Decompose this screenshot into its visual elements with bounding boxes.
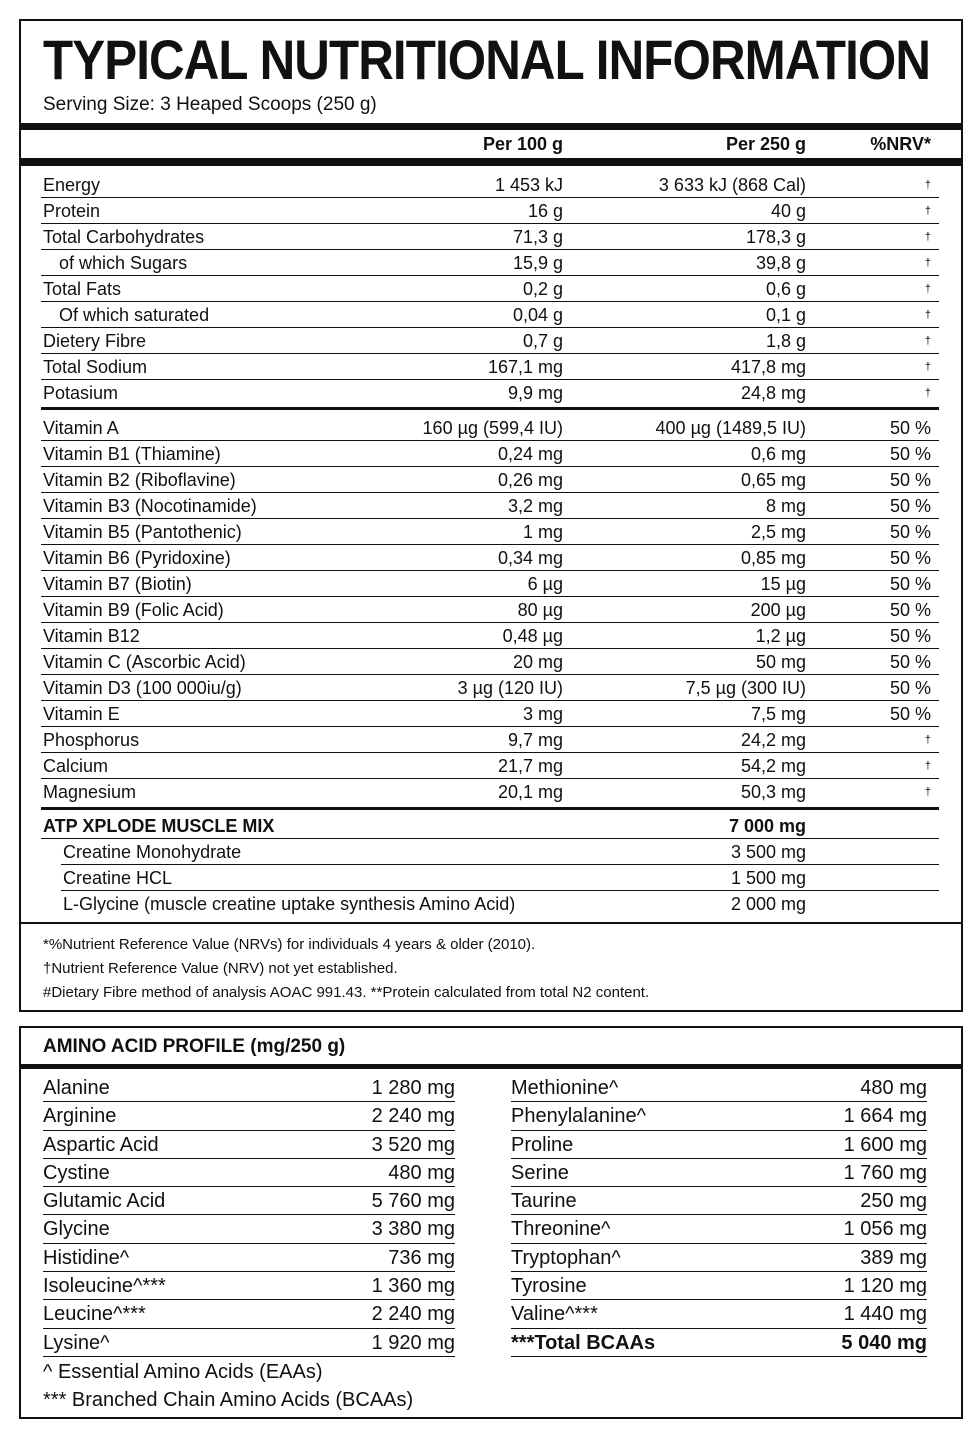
amino-name: Methionine^ <box>511 1077 619 1099</box>
amino-value: 5 760 mg <box>371 1190 455 1213</box>
value-per250: 3 633 kJ (868 Cal) <box>658 175 806 195</box>
value-per250: 0,65 mg <box>740 470 806 490</box>
table-row <box>21 415 961 441</box>
value-per250: 50,3 mg <box>740 782 806 802</box>
value-per250: 8 mg <box>765 496 806 516</box>
amino-value: 1 360 mg <box>371 1275 455 1298</box>
nutrient-name: of which Sugars <box>59 253 188 273</box>
nutrient-name: Vitamin B1 (Thiamine) <box>43 444 221 464</box>
value-per100: 3,2 mg <box>507 496 563 516</box>
amino-value: 389 mg <box>860 1246 927 1269</box>
table-row <box>21 250 961 276</box>
amino-acid-panel <box>19 1026 963 1419</box>
value-per250: 24,2 mg <box>740 730 806 750</box>
amino-row <box>43 1329 455 1357</box>
nutrient-name: Vitamin C (Ascorbic Acid) <box>43 652 246 672</box>
value-per100: 0,34 mg <box>497 548 563 568</box>
value-nrv: 50 % <box>889 678 931 698</box>
value-per100: 80 µg <box>517 600 563 620</box>
amino-name: Lysine^ <box>43 1331 110 1354</box>
value-per100: 0,04 g <box>512 305 563 325</box>
muscle-mix-total: 7 000 mg <box>728 816 806 836</box>
value-per100: 160 µg (599,4 IU) <box>422 418 563 438</box>
amino-row <box>511 1215 927 1243</box>
value-per250: 15 µg <box>760 574 806 594</box>
table-row <box>21 891 961 917</box>
amino-value: 1 664 mg <box>843 1105 927 1128</box>
value-per100: 1 mg <box>522 522 563 542</box>
column-header-row <box>21 131 961 157</box>
amino-row <box>511 1187 927 1215</box>
amino-column-left <box>43 1074 455 1357</box>
amino-name: Isoleucine^*** <box>43 1275 166 1298</box>
divider-medium <box>41 407 939 410</box>
amino-value: 5 040 mg <box>841 1331 927 1354</box>
value-per100: 20 mg <box>512 652 563 672</box>
value-per250: 7,5 µg (300 IU) <box>685 678 806 698</box>
amino-row <box>511 1074 927 1102</box>
value-nrv: 50 % <box>889 418 931 438</box>
value-per100: 20,1 mg <box>497 782 563 802</box>
amino-row <box>511 1102 927 1130</box>
amino-name: Cystine <box>43 1161 110 1184</box>
amino-row <box>511 1272 927 1300</box>
amino-value: 1 760 mg <box>843 1161 927 1184</box>
amino-row <box>43 1187 455 1215</box>
nutrient-name: Dietery Fibre <box>43 331 147 351</box>
nutrient-name: Vitamin B7 (Biotin) <box>43 574 192 594</box>
amino-value: 1 056 mg <box>843 1218 927 1241</box>
table-row <box>21 597 961 623</box>
ingredient-name: Creatine HCL <box>63 868 173 888</box>
amino-name: ***Total BCAAs <box>511 1331 656 1354</box>
amino-name: Proline <box>511 1133 574 1156</box>
value-per100: 0,26 mg <box>497 470 563 490</box>
amino-row <box>43 1272 455 1300</box>
table-row <box>21 302 961 328</box>
value-per100: 15,9 g <box>512 253 563 273</box>
value-per250: 1,2 µg <box>755 626 806 646</box>
amino-row <box>511 1329 927 1357</box>
value-nrv: 50 % <box>889 470 931 490</box>
value-nrv: 50 % <box>889 444 931 464</box>
ingredient-value: 2 000 mg <box>730 894 806 914</box>
table-row <box>21 224 961 250</box>
amino-name: Tyrosine <box>511 1275 587 1298</box>
amino-row <box>43 1244 455 1272</box>
amino-name: Threonine^ <box>511 1218 611 1241</box>
value-per100: 21,7 mg <box>497 756 563 776</box>
amino-name: Alanine <box>43 1077 110 1099</box>
amino-row <box>43 1131 455 1159</box>
value-per250: 54,2 mg <box>740 756 806 776</box>
table-row <box>21 701 961 727</box>
nutrient-name: Vitamin B5 (Pantothenic) <box>43 522 242 542</box>
nutrient-name: Vitamin B2 (Riboflavine) <box>43 470 236 490</box>
amino-row <box>43 1074 455 1102</box>
amino-name: Histidine^ <box>43 1246 130 1269</box>
bcaa-note: *** Branched Chain Amino Acids (BCAAs) <box>43 1389 414 1411</box>
nutrient-name: Calcium <box>43 756 109 776</box>
table-row <box>21 198 961 224</box>
table-row <box>21 467 961 493</box>
ingredient-name: L-Glycine (muscle creatine uptake synthesis Amino Acid) <box>63 894 516 914</box>
muscle-mix-name: ATP XPLODE MUSCLE MIX <box>43 816 275 836</box>
macros-table <box>21 172 961 406</box>
amino-row <box>511 1300 927 1328</box>
value-nrv: † <box>924 179 931 191</box>
table-row <box>21 865 961 891</box>
amino-column-right <box>511 1074 927 1357</box>
amino-value: 1 600 mg <box>843 1133 927 1156</box>
col-nrv: %NRV* <box>870 134 931 154</box>
amino-row <box>43 1159 455 1187</box>
amino-value: 3 380 mg <box>371 1218 455 1241</box>
value-nrv: † <box>924 760 931 772</box>
amino-value: 480 mg <box>388 1161 455 1184</box>
table-row <box>21 839 961 865</box>
nutrient-name: Vitamin B9 (Folic Acid) <box>43 600 224 620</box>
value-nrv: † <box>924 205 931 217</box>
nutrient-name: Total Fats <box>43 279 122 299</box>
table-row <box>21 675 961 701</box>
divider-medium <box>41 807 939 810</box>
value-per250: 7,5 mg <box>750 704 806 724</box>
divider <box>21 922 961 924</box>
divider-thick <box>21 1064 961 1069</box>
nutrient-name: Vitamin E <box>43 704 120 724</box>
amino-name: Valine^*** <box>511 1303 598 1326</box>
amino-name: Glycine <box>43 1218 110 1241</box>
value-per100: 0,7 g <box>522 331 563 351</box>
amino-name: Serine <box>511 1161 569 1184</box>
table-row <box>21 727 961 753</box>
footnote-nrv: *%Nutrient Reference Value (NRVs) for individuals 4 years & older (2010). <box>43 936 536 953</box>
amino-name: Leucine^*** <box>43 1303 146 1326</box>
muscle-mix-table <box>21 813 961 917</box>
value-nrv: † <box>924 387 931 399</box>
amino-name: Tryptophan^ <box>511 1246 621 1269</box>
amino-value: 2 240 mg <box>371 1303 455 1326</box>
amino-row <box>43 1102 455 1130</box>
value-nrv: † <box>924 283 931 295</box>
table-row <box>21 276 961 302</box>
amino-title: AMINO ACID PROFILE (mg/250 g) <box>43 1036 346 1057</box>
ingredient-value: 3 500 mg <box>730 842 806 862</box>
value-nrv: 50 % <box>889 600 931 620</box>
value-per100: 0,24 mg <box>497 444 563 464</box>
value-nrv: † <box>924 335 931 347</box>
amino-value: 1 280 mg <box>371 1077 455 1099</box>
value-per250: 1,8 g <box>765 331 806 351</box>
nutrient-name: Protein <box>43 201 101 221</box>
col-per100: Per 100 g <box>482 134 563 154</box>
nutrient-name: Vitamin A <box>43 418 119 438</box>
value-per250: 39,8 g <box>755 253 806 273</box>
vitamins-table <box>21 415 961 805</box>
eaa-note: ^ Essential Amino Acids (EAAs) <box>43 1361 323 1383</box>
table-row <box>21 172 961 198</box>
value-nrv: 50 % <box>889 574 931 594</box>
value-nrv: 50 % <box>889 548 931 568</box>
amino-value: 250 mg <box>860 1190 927 1213</box>
nutrient-name: Vitamin B3 (Nocotinamide) <box>43 496 257 516</box>
amino-row <box>511 1244 927 1272</box>
divider-thick <box>21 158 961 166</box>
nutrient-name: Potasium <box>43 383 119 403</box>
value-nrv: 50 % <box>889 626 931 646</box>
table-row <box>21 623 961 649</box>
value-nrv: 50 % <box>889 704 931 724</box>
value-per250: 50 mg <box>755 652 806 672</box>
value-per250: 2,5 mg <box>750 522 806 542</box>
serving-size: Serving Size: 3 Heaped Scoops (250 g) <box>43 94 377 115</box>
nutrition-panel <box>19 19 963 1012</box>
nutrient-name: Phosphorus <box>43 730 140 750</box>
amino-name: Arginine <box>43 1105 117 1128</box>
value-per100: 9,7 mg <box>507 730 563 750</box>
value-per250: 0,1 g <box>765 305 806 325</box>
value-nrv: † <box>924 309 931 321</box>
nutrient-name: Of which saturated <box>59 305 210 325</box>
value-per100: 6 µg <box>527 574 563 594</box>
table-row <box>21 779 961 805</box>
amino-value: 1 920 mg <box>371 1331 455 1354</box>
footnote-dagger: †Nutrient Reference Value (NRV) not yet established. <box>43 960 398 977</box>
table-row <box>21 493 961 519</box>
value-per100: 3 mg <box>522 704 563 724</box>
amino-row <box>43 1215 455 1243</box>
nutrient-name: Magnesium <box>43 782 137 802</box>
nutrient-name: Total Sodium <box>43 357 148 377</box>
value-per250: 178,3 g <box>745 227 806 247</box>
ingredient-value: 1 500 mg <box>730 868 806 888</box>
value-per250: 0,6 mg <box>750 444 806 464</box>
table-row <box>21 545 961 571</box>
value-per250: 40 g <box>770 201 806 221</box>
amino-value: 2 240 mg <box>371 1105 455 1128</box>
value-nrv: 50 % <box>889 522 931 542</box>
amino-value: 480 mg <box>860 1077 927 1099</box>
page-title: TYPICAL NUTRITIONAL INFORMATION <box>43 28 931 91</box>
value-per100: 3 µg (120 IU) <box>457 678 563 698</box>
ingredient-name: Creatine Monohydrate <box>63 842 242 862</box>
amino-name: Taurine <box>511 1190 577 1213</box>
value-per250: 0,85 mg <box>740 548 806 568</box>
nutrient-name: Vitamin D3 (100 000iu/g) <box>43 678 242 698</box>
value-nrv: 50 % <box>889 652 931 672</box>
value-per250: 417,8 mg <box>730 357 806 377</box>
value-nrv: † <box>924 231 931 243</box>
value-nrv: † <box>924 734 931 746</box>
value-per100: 71,3 g <box>512 227 563 247</box>
amino-value: 1 120 mg <box>843 1275 927 1298</box>
table-row <box>21 441 961 467</box>
value-nrv: † <box>924 361 931 373</box>
amino-value: 3 520 mg <box>371 1133 455 1156</box>
value-per250: 24,8 mg <box>740 383 806 403</box>
value-per100: 1 453 kJ <box>494 175 563 195</box>
amino-row <box>511 1159 927 1187</box>
table-row <box>21 354 961 380</box>
amino-value: 1 440 mg <box>843 1303 927 1326</box>
value-per100: 16 g <box>527 201 563 221</box>
amino-name: Aspartic Acid <box>43 1133 159 1156</box>
table-row <box>21 571 961 597</box>
nutrient-name: Vitamin B6 (Pyridoxine) <box>43 548 231 568</box>
amino-value: 736 mg <box>388 1246 455 1269</box>
amino-name: Glutamic Acid <box>43 1190 166 1213</box>
divider-thick <box>21 123 961 130</box>
amino-row <box>43 1300 455 1328</box>
amino-name: Phenylalanine^ <box>511 1105 647 1128</box>
table-row <box>21 328 961 354</box>
value-per100: 0,48 µg <box>502 626 563 646</box>
nutrient-name: Total Carbohydrates <box>43 227 205 247</box>
table-row <box>21 380 961 406</box>
table-row <box>21 753 961 779</box>
table-row <box>21 649 961 675</box>
value-nrv: † <box>924 257 931 269</box>
value-per100: 0,2 g <box>522 279 563 299</box>
table-row <box>21 519 961 545</box>
col-per250: Per 250 g <box>725 134 806 154</box>
nutrient-name: Vitamin B12 <box>43 626 140 646</box>
value-per250: 200 µg <box>750 600 806 620</box>
value-per250: 400 µg (1489,5 IU) <box>655 418 806 438</box>
footnote-fibre: #Dietary Fibre method of analysis AOAC 991.43. **Protein calculated from total N2 content. <box>43 984 650 1001</box>
value-nrv: 50 % <box>889 496 931 516</box>
value-per250: 0,6 g <box>765 279 806 299</box>
value-nrv: † <box>924 786 931 798</box>
value-per100: 167,1 mg <box>487 357 563 377</box>
amino-row <box>511 1131 927 1159</box>
value-per100: 9,9 mg <box>507 383 563 403</box>
muscle-mix-header <box>21 813 961 839</box>
nutrient-name: Energy <box>43 175 101 195</box>
